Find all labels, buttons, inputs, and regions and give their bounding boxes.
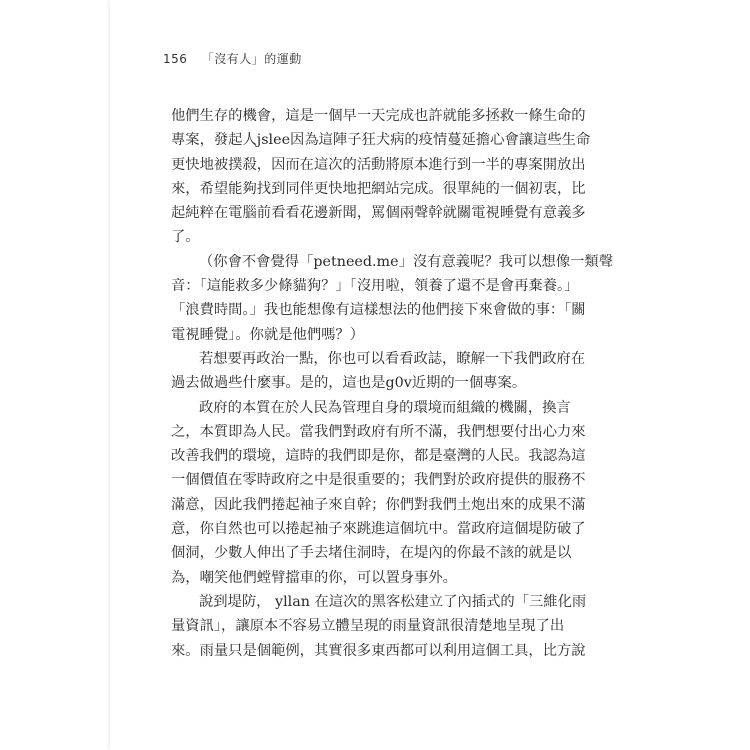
text-line: 來，希望能夠找到同伴更快地把網站完成。很單純的一個初衷，比 (171, 180, 586, 197)
text-line: 電視睡覺」。你就是他們嗎？） (171, 326, 365, 343)
text-line: 說到堤防， yllan 在這次的黑客松建立了內插式的「三維化雨 (199, 593, 587, 610)
text-line: 若想要再政治一點，你也可以看看政誌，瞭解一下我們政府在 (199, 350, 586, 367)
text-line: 了。 (171, 229, 200, 246)
running-header (163, 50, 302, 67)
text-line: 音：「這能救多少條貓狗？」「沒用啦，領養了還不是會再棄養。」 (171, 278, 579, 295)
text-line: 改善我們的環境，這時的我們即是你，都是臺灣的人民。我認為這 (171, 448, 586, 465)
text-line: 一個價值在零時政府之中是很重要的；我們對於政府提供的服務不 (171, 472, 586, 489)
text-line: 起純粹在電腦前看看花邊新聞，罵個兩聲幹就關電視睡覺有意義多 (171, 205, 586, 222)
text-line: 之，本質即為人民。當我們對政府有所不滿，我們想要付出心力來 (171, 423, 586, 440)
paragraph (171, 347, 586, 396)
text-line: 他們生存的機會，這是一個早一天完成也許就能多拯救一條生命的 (171, 108, 586, 124)
text-line: 意，你自然也可以捲起袖子來跳進這個坑中。當政府這個堤防破了 (171, 521, 586, 538)
paragraph (171, 104, 591, 250)
text-line: 個洞，少數人伸出了手去堵住洞時，在堤內的你最不該的就是以 (171, 545, 572, 562)
text-line: 量資訊」，讓原本不容易立體呈現的雨量資訊很清楚地呈現了出 (171, 618, 565, 635)
text-line: 專案，發起人jslee因為這陣子狂犬病的疫情蔓延擔心會讓這些生命 (171, 132, 591, 149)
paragraph (171, 250, 614, 347)
body-text (171, 104, 614, 663)
paragraph (171, 396, 586, 590)
text-line: 「浪費時間。」我也能想像有這樣想法的他們接下來會做的事：「關 (171, 302, 586, 319)
text-line: 來。雨量只是個範例，其實很多東西都可以利用這個工具，比方說 (171, 642, 586, 659)
right-margin (640, 0, 750, 750)
running-title: 「沒有人」的運動 (201, 52, 302, 66)
paragraph (171, 590, 587, 663)
page-number: 156 (163, 52, 188, 66)
text-line: 滿意，因此我們捲起袖子來自幹；你們對我們土炮出來的成果不滿 (171, 496, 586, 513)
text-line: （你會不會覺得「petneed.me」沒有意義呢？我可以想像一類聲 (199, 253, 614, 270)
text-line: 更快地被撲殺，因而在這次的活動將原本進行到一半的專案開放出 (171, 156, 586, 173)
text-line: 政府的本質在於人民為管理自身的環境而組織的機關，換言 (199, 399, 571, 416)
text-line: 為，嘲笑他們螳臂擋車的你，可以置身事外。 (171, 569, 457, 586)
text-line: 過去做過些什麼事。是的，這也是g0v近期的一個專案。 (171, 375, 527, 392)
left-margin (0, 0, 110, 750)
